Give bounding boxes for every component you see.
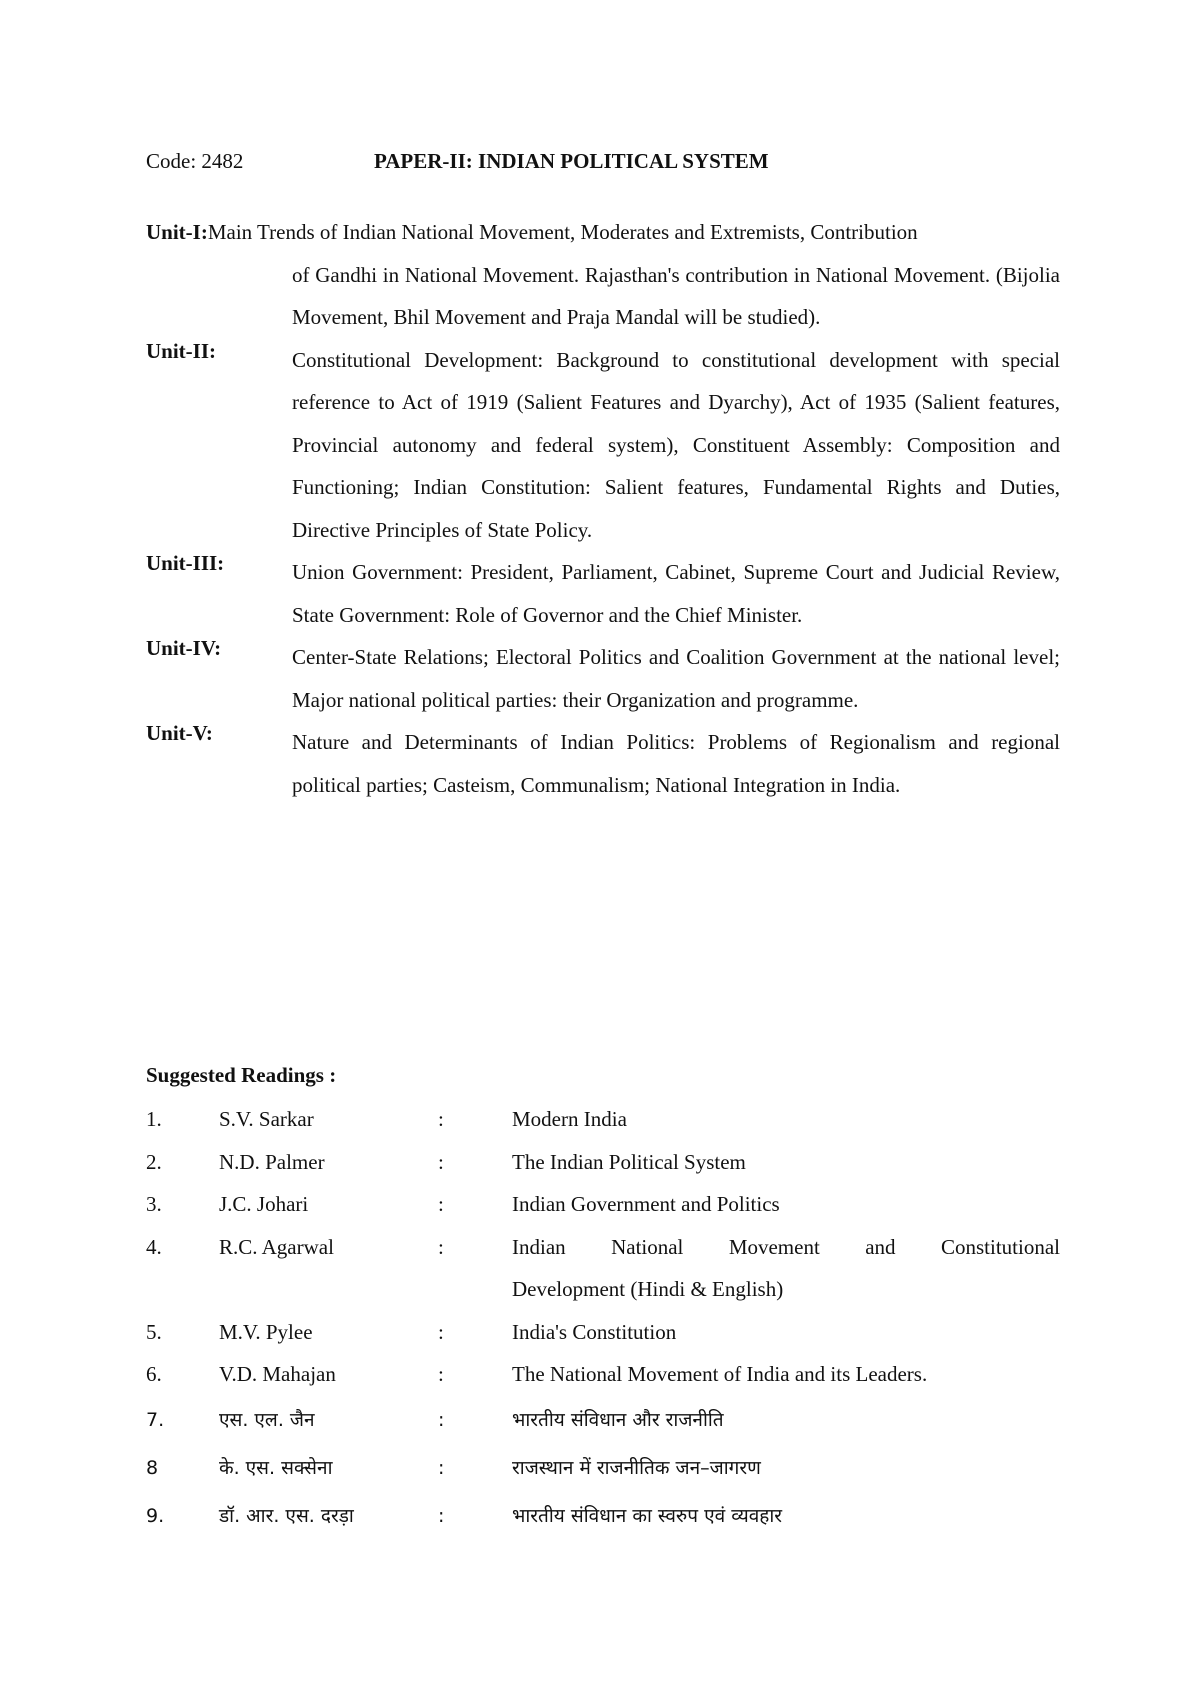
page-header	[146, 149, 1060, 179]
unit-label: Unit-IV:	[146, 636, 222, 660]
list-item	[146, 1311, 1060, 1354]
item-separator: :	[438, 1362, 444, 1386]
list-item	[146, 1141, 1060, 1184]
item-book: भारतीय संविधान और राजनीति	[512, 1408, 724, 1431]
readings-list	[146, 1098, 1060, 1540]
unit-2-text: Constitutional Development: Background to constitutional development with special reference to Act of 1919 (Salient Features and Dyarchy), Act of 1935 (Salient features, Provincial autonomy and federal system), Constituent Assembly: Composition and Functioning; Indian Constitution: Salient features, Fundamental Rights and Duties, Directive Principles of State Policy.	[292, 347, 1060, 542]
item-author: J.C. Johari	[219, 1192, 309, 1216]
list-item	[146, 1353, 1060, 1396]
paper-title: PAPER-II: INDIAN POLITICAL SYSTEM	[374, 149, 769, 173]
item-book: Indian Government and Politics	[512, 1192, 780, 1216]
item-book: राजस्थान में राजनीतिक जन–जागरण	[512, 1456, 761, 1479]
item-separator: :	[438, 1234, 444, 1259]
unit-1-text: of Gandhi in National Movement. Rajasthan's contribution in National Movement. (Bijolia Movement, Bhil Movement and Praja Mandal will be studied).	[292, 262, 1060, 329]
item-author: M.V. Pylee	[219, 1319, 313, 1344]
item-book: India's Constitution	[512, 1319, 677, 1344]
item-author: एस. एल. जैन	[219, 1408, 315, 1431]
list-item	[146, 1396, 1060, 1444]
item-number: 3.	[146, 1192, 162, 1216]
item-separator: :	[438, 1192, 444, 1216]
item-number: 8	[146, 1456, 159, 1479]
item-book: भारतीय संविधान का स्वरुप एवं व्यवहार	[512, 1504, 783, 1527]
item-number: 2.	[146, 1149, 162, 1174]
unit-3	[146, 551, 1060, 636]
item-separator: :	[438, 1149, 444, 1174]
unit-5-text: Nature and Determinants of Indian Politics: Problems of Regionalism and regional political parties; Casteism, Communalism; National Integration in India.	[292, 730, 1060, 797]
item-number: 5.	[146, 1319, 162, 1344]
item-author: V.D. Mahajan	[219, 1362, 336, 1386]
item-separator: :	[438, 1319, 444, 1344]
unit-1-first-line: Main Trends of Indian National Movement, Moderates and Extremists, Contribution	[207, 220, 918, 244]
item-author: S.V. Sarkar	[219, 1107, 314, 1131]
unit-label: Unit-III:	[146, 551, 225, 575]
list-item	[146, 1226, 1060, 1311]
item-book-line-1: Indian National Movement and Constitutional	[512, 1234, 1060, 1259]
syllabus-units	[146, 211, 1060, 806]
list-item	[146, 1492, 1060, 1540]
item-number: 6.	[146, 1362, 162, 1386]
item-author: के. एस. सक्सेना	[219, 1456, 333, 1479]
item-separator: :	[438, 1107, 444, 1131]
item-book: Modern India	[512, 1107, 627, 1131]
unit-2	[146, 339, 1060, 552]
item-author: R.C. Agarwal	[219, 1234, 334, 1259]
unit-4	[146, 636, 1060, 721]
paper-code: Code: 2482	[146, 149, 244, 173]
item-number: 7.	[146, 1408, 165, 1431]
item-author: डॉ. आर. एस. दरड़ा	[219, 1504, 354, 1527]
list-item	[146, 1183, 1060, 1226]
unit-1	[146, 211, 1060, 339]
item-book-line-2: Development (Hindi & English)	[512, 1277, 784, 1301]
item-separator: :	[438, 1408, 445, 1431]
item-book: The National Movement of India and its Leaders.	[512, 1362, 928, 1386]
readings-heading: Suggested Readings :	[146, 1063, 337, 1087]
item-separator: :	[438, 1456, 445, 1479]
item-book: The Indian Political System	[512, 1149, 746, 1174]
item-number: 4.	[146, 1234, 162, 1259]
unit-3-text: Union Government: President, Parliament, Cabinet, Supreme Court and Judicial Review, State Government: Role of Governor and the Chief Minister.	[292, 560, 1060, 627]
unit-label: Unit-I:	[146, 220, 208, 244]
unit-4-text: Center-State Relations; Electoral Politics and Coalition Government at the national level; Major national political parties: their Organization and programme.	[292, 645, 1060, 712]
item-separator: :	[438, 1504, 445, 1527]
item-number: 9.	[146, 1504, 165, 1527]
item-number: 1.	[146, 1107, 162, 1131]
item-author: N.D. Palmer	[219, 1149, 325, 1174]
list-item	[146, 1098, 1060, 1141]
unit-5	[146, 721, 1060, 806]
unit-label: Unit-V:	[146, 721, 213, 745]
list-item	[146, 1444, 1060, 1492]
unit-label: Unit-II:	[146, 338, 217, 363]
